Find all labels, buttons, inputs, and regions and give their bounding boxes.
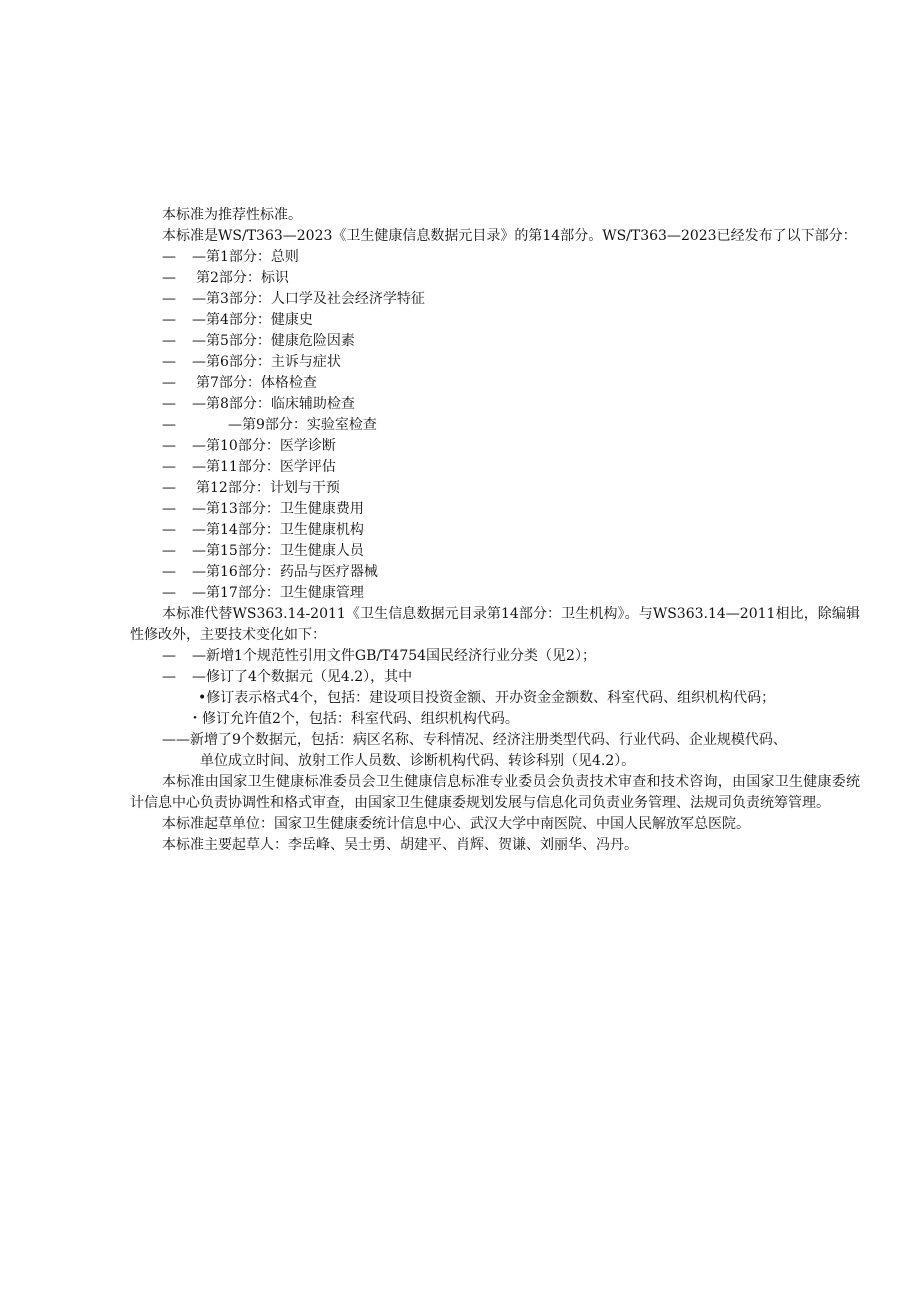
list-dash: — — [162, 291, 176, 307]
list-item — [130, 520, 860, 541]
list-item — [130, 331, 860, 352]
list-dash: — — [162, 333, 176, 349]
part-title: —第1部分：总则 — [192, 249, 299, 265]
change-continuation — [200, 751, 860, 772]
part-title: —第13部分：卫生健康费用 — [192, 501, 364, 517]
list-dash: — — [162, 522, 176, 538]
subitem-text: •修订表示格式4个，包括：建设项目投资金额、开办资金金额数、科室代码、组织机构代码； — [198, 690, 776, 706]
part-title: —第10部分：医学诊断 — [192, 438, 336, 454]
change-item-1 — [130, 646, 860, 667]
list-item — [130, 268, 860, 289]
list-dash: — — [162, 669, 176, 685]
list-dash: — — [162, 270, 176, 286]
list-dash: — — [162, 564, 176, 580]
part-title: —第9部分：实验室检查 — [228, 417, 377, 433]
list-dash: — — [162, 543, 176, 559]
change-text: —新增1个规范性引用文件GB/T4754国民经济行业分类（见2）； — [192, 648, 596, 664]
list-item — [130, 478, 860, 499]
paragraph-drafting-units: 本标准起草单位：国家卫生健康委统计信息中心、武汉大学中南医院、中国人民解放军总医院。 — [162, 816, 750, 832]
list-item — [130, 541, 860, 562]
list-item — [130, 352, 860, 373]
paragraph-recommended-standard: 本标准为推荐性标准。 — [162, 207, 302, 223]
part-title: —第6部分：主诉与症状 — [192, 354, 341, 370]
list-item — [130, 373, 860, 394]
list-item — [130, 415, 860, 436]
list-item — [130, 457, 860, 478]
change-item-2 — [130, 667, 860, 688]
list-dash: — — [162, 312, 176, 328]
list-item — [130, 436, 860, 457]
paragraph-replacement: 本标准代替WS363.14-2011《卫生信息数据元目录第14部分：卫生机构》。与WS363.14—2011相比，除编辑性修改外，主要技术变化如下： — [130, 606, 860, 643]
list-dash: — — [162, 249, 176, 265]
list-dash: — — [162, 648, 176, 664]
list-dash: — — [162, 585, 176, 601]
subitem-text: ・修订允许值2个，包括：科室代码、组织机构代码。 — [188, 711, 519, 727]
change-lead: ——新增了9个数据元，包括： — [162, 732, 353, 748]
list-item — [130, 247, 860, 268]
list-item — [130, 583, 860, 604]
list-item — [130, 562, 860, 583]
change-text: —修订了4个数据元（见4.2），其中 — [192, 669, 413, 685]
change-text-line2: 单位成立时间、放射工作人员数、诊断机构代码、转诊科别（见4.2）。 — [200, 753, 636, 769]
part-title: —第8部分：临床辅助检查 — [192, 396, 355, 412]
list-dash: — — [162, 459, 176, 475]
list-item — [130, 499, 860, 520]
list-dash: — — [162, 480, 176, 496]
list-dash: — — [162, 501, 176, 517]
paragraph-drafters: 本标准主要起草人：李岳峰、吴士勇、胡建平、肖辉、贺谦、刘丽华、冯丹。 — [162, 837, 638, 853]
part-title: —第4部分：健康史 — [192, 312, 313, 328]
part-title: —第11部分：医学评估 — [192, 459, 336, 475]
paragraph-part-statement: 本标准是WS/T363—2023《卫生健康信息数据元目录》的第14部分。WS/T363—2023已经发布了以下部分： — [162, 228, 857, 244]
change-subitem-format — [130, 688, 860, 709]
list-item — [130, 394, 860, 415]
part-title: 第7部分：体格检查 — [196, 375, 317, 391]
list-item — [130, 310, 860, 331]
part-title: —第3部分：人口学及社会经济学特征 — [192, 291, 425, 307]
list-dash: — — [162, 396, 176, 412]
paragraph-responsible-bodies: 本标准由国家卫生健康标准委员会卫生健康信息标准专业委员会负责技术审查和技术咨询，由国家卫生健康委统计信息中心负责协调性和格式审查，由国家卫生健康委规划发展与信息化司负责业务管理、法规司负责统筹管理。 — [130, 774, 860, 811]
change-subitem-values — [130, 709, 860, 730]
parts-list — [130, 247, 860, 604]
foreword-body — [130, 205, 860, 856]
list-item — [130, 289, 860, 310]
part-title: 第2部分：标识 — [196, 270, 289, 286]
part-title: —第5部分：健康危险因素 — [192, 333, 355, 349]
change-text-line1: 病区名称、专科情况、经济注册类型代码、行业代码、企业规模代码、 — [352, 732, 787, 748]
part-title: —第17部分：卫生健康管理 — [192, 585, 364, 601]
list-dash: — — [162, 417, 176, 433]
part-title: —第16部分：药品与医疗器械 — [192, 564, 378, 580]
change-item-3 — [130, 730, 860, 772]
part-title: 第12部分：计划与干预 — [196, 480, 340, 496]
list-dash: — — [162, 354, 176, 370]
part-title: —第14部分：卫生健康机构 — [192, 522, 364, 538]
list-dash: — — [162, 438, 176, 454]
list-dash: — — [162, 375, 176, 391]
part-title: —第15部分：卫生健康人员 — [192, 543, 364, 559]
